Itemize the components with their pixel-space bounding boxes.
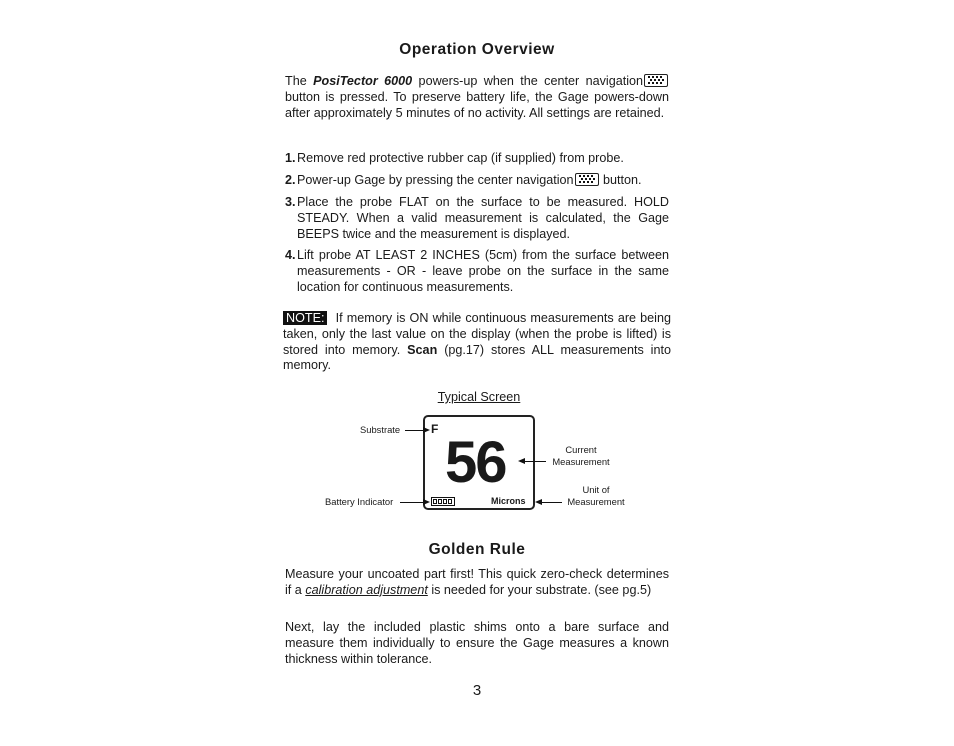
step-text-b: button.	[599, 173, 642, 187]
step-number: 3.	[285, 195, 296, 209]
center-navigation-button-icon	[575, 173, 599, 186]
battery-arrow	[400, 502, 424, 503]
calibration-adjustment-link[interactable]: calibration adjustment	[305, 582, 428, 597]
golden-rule-heading: Golden Rule	[428, 541, 526, 558]
typical-screen-caption: Typical Screen	[437, 390, 521, 404]
unit-label: Microns	[491, 496, 526, 506]
step-text	[297, 173, 669, 189]
step-2	[285, 173, 669, 189]
intro-text-1: The	[285, 74, 314, 88]
step-text-a: Power-up Gage by pressing the center navigation	[297, 173, 574, 187]
note-text-a: If memory is ON while continuous measurements are being taken, only the last value on the display (when the probe is lifted) is stored into memory.	[283, 311, 671, 357]
unit-label-line-2: Measurement	[567, 495, 625, 507]
note-paragraph	[283, 311, 671, 374]
intro-text-2: powers-up when the center navigation	[412, 74, 644, 88]
golden-rule-paragraph-2: Next, lay the included plastic shims onto a bare surface and measure them individually to ensure the Gage measures a known thickness within tolerance.	[285, 620, 669, 666]
center-navigation-button-icon	[644, 74, 668, 87]
current-label-line-2: Measurement	[552, 455, 610, 467]
intro-text-3: button is pressed. To preserve battery life, the Gage powers-down after approximately 5 minutes of no activity. All settings are retained.	[285, 89, 669, 120]
scan-keyword: Scan	[407, 342, 438, 357]
step-1	[285, 151, 669, 167]
golden-rule-paragraph-1	[285, 567, 669, 599]
operation-overview-heading: Operation Overview	[399, 41, 555, 58]
step-text: Remove red protective rubber cap (if supplied) from probe.	[297, 151, 624, 165]
substrate-arrow	[405, 430, 424, 431]
step-number: 2.	[285, 173, 296, 187]
battery-icon	[431, 497, 455, 506]
unit-label-line-1: Unit of	[582, 484, 610, 495]
substrate-flag: F	[431, 422, 439, 436]
step-text: Lift probe AT LEAST 2 INCHES (5cm) from the surface between measurements - OR - leave probe on the surface in the same location for continuous measurements.	[297, 248, 669, 294]
unit-arrow	[541, 502, 562, 503]
step-3	[285, 195, 669, 242]
step-number: 4.	[285, 248, 296, 262]
current-measurement-label	[548, 444, 614, 467]
step-text: Place the probe FLAT on the surface to be measured. HOLD STEADY. When a valid measurement is calculated, the Gage BEEPS twice and the measurement is displayed.	[297, 195, 669, 241]
golden-p1-text-b: is needed for your substrate. (see pg.5)	[427, 582, 652, 597]
unit-of-measurement-label	[562, 484, 630, 507]
step-number: 1.	[285, 151, 296, 165]
step-4	[285, 248, 669, 295]
product-name: PosiTector 6000	[313, 74, 413, 88]
note-text-b: (pg.17) stores ALL measurements into memory.	[283, 342, 671, 373]
current-label-line-1: Current	[565, 444, 597, 455]
intro-paragraph	[285, 74, 669, 121]
substrate-label: Substrate	[360, 424, 401, 435]
battery-indicator-label: Battery Indicator	[325, 496, 394, 507]
golden-p1-text-a: Measure your uncoated part first! This quick zero-check determines if a	[285, 567, 669, 597]
measurement-reading: 56	[445, 430, 506, 495]
current-measurement-arrow	[524, 461, 546, 462]
page-number: 3	[472, 682, 482, 699]
note-badge: NOTE:	[283, 311, 327, 325]
